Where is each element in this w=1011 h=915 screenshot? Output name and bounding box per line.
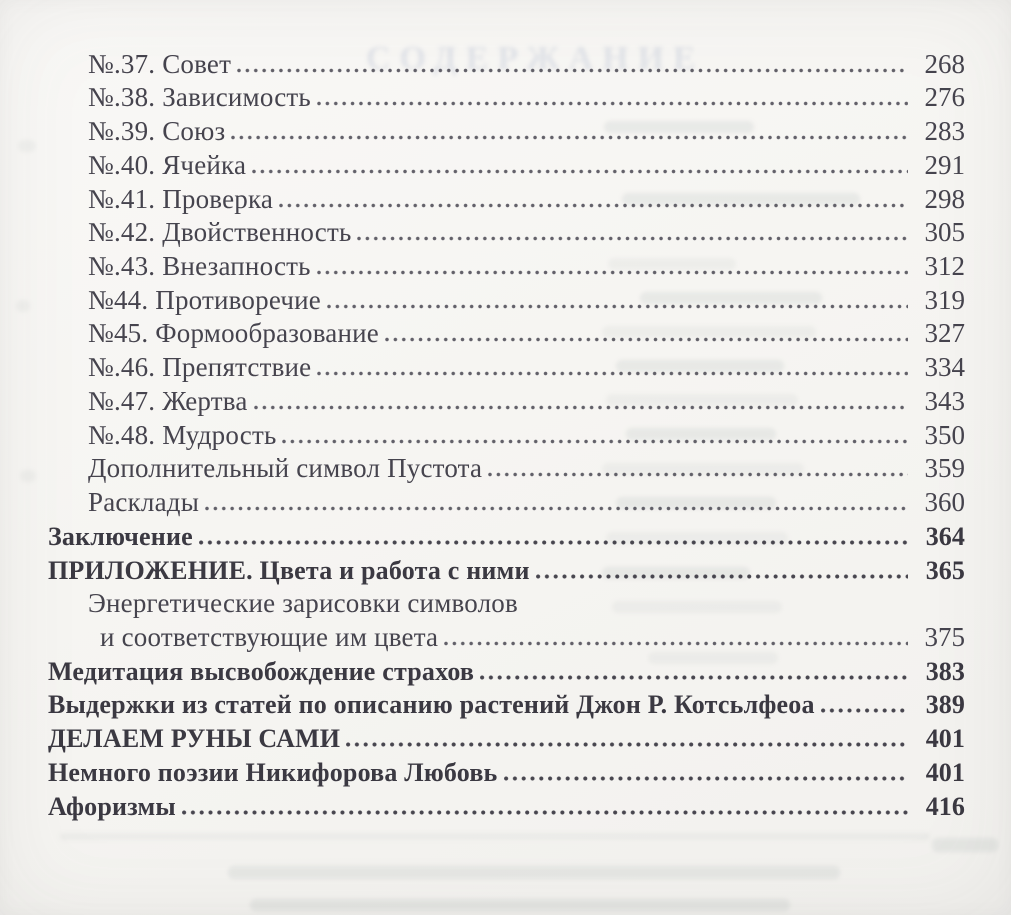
page-number: 298 bbox=[924, 183, 965, 214]
dot-leader bbox=[480, 673, 908, 682]
page-number: 389 bbox=[925, 690, 965, 720]
bleed-through-line bbox=[60, 833, 930, 840]
toc-entry-title: Заключение bbox=[48, 521, 193, 551]
toc-entry-title: Немного поэзии Никифорова Любовь bbox=[48, 757, 498, 787]
dot-leader bbox=[199, 538, 908, 547]
dot-leader bbox=[357, 234, 908, 243]
toc-row bbox=[0, 452, 1011, 486]
toc-row bbox=[0, 148, 1011, 182]
toc-row bbox=[0, 418, 1011, 452]
toc-row bbox=[0, 485, 1011, 519]
page-number: 291 bbox=[924, 149, 965, 180]
toc-list bbox=[0, 47, 1011, 823]
toc-entry-title: и соответствующие им цвета bbox=[100, 621, 439, 652]
toc-row bbox=[0, 350, 1011, 384]
toc-row bbox=[0, 283, 1011, 317]
toc-entry-title: №.43. Внезапность bbox=[88, 251, 311, 282]
toc-row bbox=[0, 654, 1011, 688]
toc-row bbox=[0, 216, 1011, 250]
toc-row bbox=[0, 688, 1011, 722]
toc-entry-title: Энергетические зарисовки символов bbox=[88, 588, 518, 619]
page-number: 327 bbox=[924, 318, 965, 349]
dot-leader bbox=[282, 437, 908, 446]
toc-entry-title: №.37. Совет bbox=[88, 48, 232, 79]
page-number: 312 bbox=[924, 251, 965, 282]
dot-leader bbox=[346, 740, 908, 749]
dot-leader bbox=[205, 504, 908, 513]
page-number: 305 bbox=[924, 217, 965, 248]
toc-entry-title: Расклады bbox=[88, 487, 200, 518]
toc-row bbox=[0, 553, 1011, 587]
dot-leader bbox=[317, 369, 908, 378]
dot-leader bbox=[536, 572, 908, 581]
toc-entry-title: ДЕЛАЕМ РУНЫ САМИ bbox=[48, 724, 341, 754]
toc-entry-title: №.39. Союз bbox=[88, 116, 226, 147]
dot-leader bbox=[317, 99, 908, 108]
toc-entry-title: ПРИЛОЖЕНИЕ. Цвета и работа с ними bbox=[48, 555, 530, 585]
page-number: 360 bbox=[924, 487, 965, 518]
page-number: 364 bbox=[925, 521, 965, 551]
toc-entry-title: №.41. Проверка bbox=[88, 183, 274, 214]
dot-leader bbox=[252, 167, 908, 176]
toc-row bbox=[0, 114, 1011, 148]
page-number: 283 bbox=[924, 116, 965, 147]
toc-row bbox=[0, 182, 1011, 216]
page-number: 319 bbox=[924, 284, 965, 315]
dot-leader bbox=[504, 774, 908, 783]
toc-entry-title: №.48. Мудрость bbox=[88, 419, 277, 450]
page-number: 365 bbox=[925, 555, 965, 585]
toc-row bbox=[0, 620, 1011, 654]
toc-row bbox=[0, 519, 1011, 553]
page-number: 268 bbox=[924, 48, 965, 79]
toc-entry-title: Дополнительный символ Пустота bbox=[88, 453, 483, 484]
toc-entry-title: №.47. Жертва bbox=[88, 385, 248, 416]
toc-row bbox=[0, 721, 1011, 755]
toc-entry-title: №45. Формообразование bbox=[88, 318, 379, 349]
toc-row bbox=[0, 587, 1011, 621]
dot-leader bbox=[821, 706, 908, 715]
page-number: 334 bbox=[924, 352, 965, 383]
toc-entry-title: №.38. Зависимость bbox=[88, 82, 311, 113]
page-number: 375 bbox=[924, 621, 965, 652]
toc-entry-title: Выдержки из статей по описанию растений Джон Р. Котсьлфеоа bbox=[48, 690, 815, 720]
page-number: 343 bbox=[924, 385, 965, 416]
dot-leader bbox=[488, 470, 908, 479]
dot-leader bbox=[231, 133, 908, 142]
dot-leader bbox=[327, 302, 908, 311]
toc-row bbox=[0, 81, 1011, 115]
bleed-through-line bbox=[250, 899, 790, 911]
toc-entry-title: Медитация высвобождение страхов bbox=[48, 656, 475, 686]
toc-row bbox=[0, 249, 1011, 283]
page-number: 383 bbox=[925, 656, 965, 686]
dot-leader bbox=[254, 403, 908, 412]
dot-leader bbox=[237, 66, 908, 75]
toc-entry-title: №.42. Двойственность bbox=[88, 217, 352, 248]
bleed-through-title: СОДЕРЖАНИЕ bbox=[366, 40, 705, 77]
toc-entry-title: №44. Противоречие bbox=[88, 284, 321, 315]
page-number: 416 bbox=[925, 791, 965, 821]
toc-row bbox=[0, 47, 1011, 81]
dot-leader bbox=[279, 201, 908, 210]
toc-row bbox=[0, 789, 1011, 823]
toc-row bbox=[0, 755, 1011, 789]
page-number: 350 bbox=[924, 419, 965, 450]
toc-entry-title: №.46. Препятствие bbox=[88, 352, 312, 383]
toc-entry-title: №.40. Ячейка bbox=[88, 149, 247, 180]
dot-leader bbox=[317, 268, 908, 277]
dot-leader bbox=[385, 335, 908, 344]
page-number: 401 bbox=[925, 724, 965, 754]
dot-leader bbox=[182, 808, 908, 817]
bleed-through-line bbox=[228, 866, 840, 879]
page-number: 359 bbox=[924, 453, 965, 484]
toc-entry-title: Афоризмы bbox=[48, 791, 176, 821]
dot-leader bbox=[444, 639, 908, 648]
toc-row bbox=[0, 384, 1011, 418]
bleed-through-line bbox=[932, 838, 998, 852]
toc-row bbox=[0, 317, 1011, 351]
page-number: 401 bbox=[925, 757, 965, 787]
page-number: 276 bbox=[924, 82, 965, 113]
